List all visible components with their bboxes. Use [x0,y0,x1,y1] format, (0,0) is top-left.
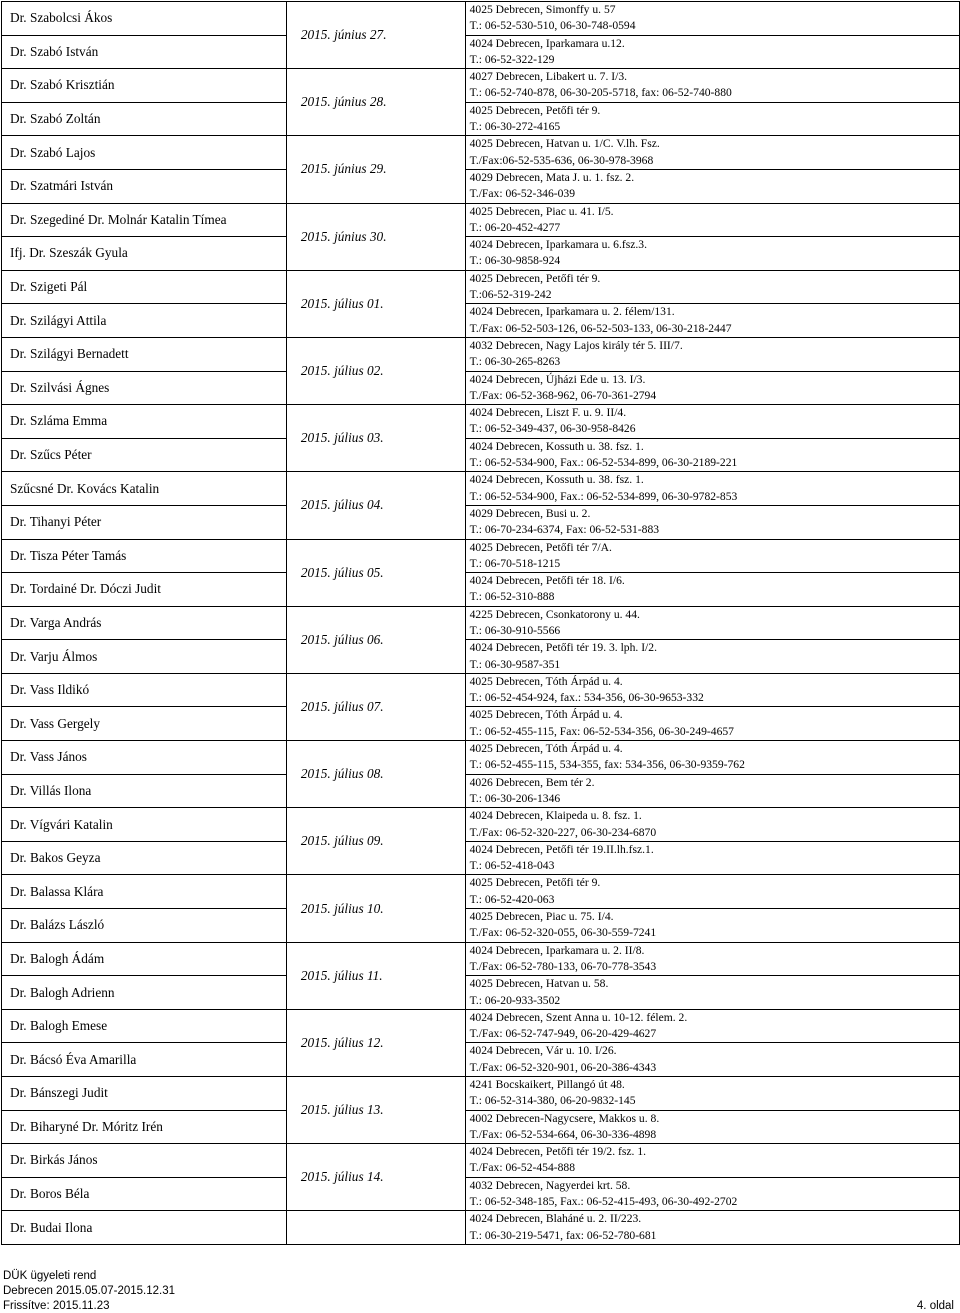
doctor-name: Dr. Bakos Geyza [2,841,287,875]
address-line: 4024 Debrecen, Szent Anna u. 10-12. félem. 2. [469,1010,688,1024]
phone-line: T./Fax: 06-52-454-888 [469,1161,575,1175]
table-row [2,1211,960,1245]
phone-line: T.: 06-52-314-380, 06-20-9832-145 [469,1094,636,1108]
phone-line: T./Fax: 06-52-368-962, 06-70-361-2794 [469,388,657,402]
doctor-name: Dr. Vass János [2,741,287,775]
phone-line: T./Fax: 06-52-780-133, 06-70-778-3543 [469,959,657,973]
phone-line: T.: 06-52-348-185, Fax.: 06-52-415-493, 06-30-492-2702 [469,1195,738,1209]
table-row [2,203,960,237]
table-row [2,909,960,943]
phone-line: T./Fax: 06-52-534-664, 06-30-336-4898 [469,1127,657,1141]
doctor-name: Szűcsné Dr. Kovács Katalin [2,472,287,506]
phone-line: T.: 06-20-933-3502 [469,993,561,1007]
phone-line: T.: 06-30-9587-351 [469,657,561,671]
doctor-name: Dr. Tordainé Dr. Dóczi Judit [2,573,287,607]
doctor-name: Dr. Balogh Ádám [2,942,287,976]
table-row [2,169,960,203]
phone-line: T.: 06-70-234-6374, Fax: 06-52-531-883 [469,523,660,537]
address-line: 4025 Debrecen, Petőfi tér 9. [469,103,601,117]
address-line: 4025 Debrecen, Hatvan u. 58. [469,977,609,991]
contact-cell [465,640,959,674]
address-line: 4025 Debrecen, Tóth Árpád u. 4. [469,708,623,722]
duty-date: 2015. június 30. [286,203,465,270]
duty-date: 2015. július 11. [286,942,465,1009]
duty-date [286,1211,465,1245]
address-line: 4241 Bocskaikert, Pillangó út 48. [469,1078,625,1091]
doctor-name: Dr. Szilágyi Bernadett [2,337,287,371]
contact-cell [465,405,959,439]
doctor-name: Dr. Varju Álmos [2,640,287,674]
doctor-name: Dr. Tihanyi Péter [2,505,287,539]
address-line: 4025 Debrecen, Hatvan u. 1/C. V.lh. Fsz. [469,137,660,151]
address-line: 4024 Debrecen, Iparkamara u. 6.fsz.3. [469,238,647,252]
table-row [2,136,960,170]
doctor-name: Dr. Szláma Emma [2,405,287,439]
doctor-name: Dr. Szatmári István [2,169,287,203]
address-line: 4027 Debrecen, Libakert u. 7. I/3. [469,70,628,84]
contact-cell [465,1211,959,1245]
address-line: 4024 Debrecen, Iparkamara u.12. [469,36,625,50]
doctor-name: Dr. Varga András [2,606,287,640]
duty-date: 2015. július 04. [286,472,465,539]
contact-cell [465,673,959,707]
phone-line: T.: 06-52-530-510, 06-30-748-0594 [469,19,636,33]
contact-cell [465,707,959,741]
table-row [2,1009,960,1043]
contact-cell [465,539,959,573]
doctor-name: Dr. Vass Ildikó [2,673,287,707]
page-footer [0,1264,960,1313]
address-line: 4025 Debrecen, Tóth Árpád u. 4. [469,674,623,688]
address-line: 4025 Debrecen, Simonffy u. 57 [469,3,616,16]
address-line: 4024 Debrecen, Újházi Ede u. 13. I/3. [469,372,646,386]
phone-line: T.: 06-30-265-8263 [469,355,561,369]
address-line: 4029 Debrecen, Mata J. u. 1. fsz. 2. [469,170,635,184]
contact-cell [465,909,959,943]
phone-line: T.: 06-52-420-063 [469,892,555,906]
contact-cell [465,203,959,237]
phone-line: T.: 06-52-534-900, Fax.: 06-52-534-899, 06-30-2189-221 [469,456,738,470]
table-row [2,35,960,69]
doctor-name: Dr. Szabó Lajos [2,136,287,170]
address-line: 4029 Debrecen, Busi u. 2. [469,506,591,520]
phone-line: T./Fax: 06-52-747-949, 06-20-429-4627 [469,1027,657,1041]
contact-cell [465,1077,959,1111]
phone-line: T.: 06-52-455-115, 534-355, fax: 534-356, 06-30-9359-762 [469,758,745,772]
phone-line: T.: 06-20-452-4277 [469,220,561,234]
table-row [2,102,960,136]
duty-date: 2015. július 02. [286,337,465,404]
address-line: 4024 Debrecen, Liszt F. u. 9. II/4. [469,406,627,420]
doctor-name: Dr. Villás Ilona [2,774,287,808]
duty-date: 2015. július 07. [286,673,465,740]
table-row [2,942,960,976]
doctor-name: Dr. Szabó Zoltán [2,102,287,136]
doctor-name: Dr. Balázs László [2,909,287,943]
contact-cell [465,438,959,472]
duty-date: 2015. július 14. [286,1144,465,1211]
address-line: 4024 Debrecen, Iparkamara u. 2. II/8. [469,943,645,957]
address-line: 4032 Debrecen, Nagyerdei krt. 58. [469,1178,631,1192]
table-row [2,606,960,640]
phone-line: T.: 06-52-310-888 [469,590,555,604]
doctor-name: Dr. Szabolcsi Ákos [2,2,287,36]
footer-date-range: Debrecen 2015.05.07-2015.12.31 [3,1285,176,1297]
table-row [2,405,960,439]
footer-title: DÜK ügyeleti rend [3,1270,97,1282]
table-row [2,774,960,808]
table-row [2,371,960,405]
contact-cell [465,136,959,170]
duty-date: 2015. június 27. [286,2,465,69]
doctor-name: Dr. Birkás János [2,1144,287,1178]
address-line: 4225 Debrecen, Csonkatorony u. 44. [469,607,640,621]
address-line: 4026 Debrecen, Bem tér 2. [469,775,595,789]
contact-cell [465,875,959,909]
contact-cell [465,741,959,775]
doctor-name: Dr. Szigeti Pál [2,270,287,304]
doctor-name: Dr. Boros Béla [2,1177,287,1211]
address-line: 4002 Debrecen-Nagycsere, Makkos u. 8. [469,1111,660,1125]
duty-date: 2015. június 29. [286,136,465,203]
doctor-name: Dr. Balogh Adrienn [2,976,287,1010]
contact-cell [465,573,959,607]
phone-line: T.: 06-70-518-1215 [469,556,561,570]
address-line: 4025 Debrecen, Piac u. 41. I/5. [469,204,614,218]
doctor-name: Dr. Bácsó Éva Amarilla [2,1043,287,1077]
address-line: 4024 Debrecen, Kossuth u. 38. fsz. 1. [469,473,644,487]
table-row [2,673,960,707]
duty-date: 2015. június 28. [286,69,465,136]
table-row [2,1077,960,1111]
doctor-name: Dr. Szegediné Dr. Molnár Katalin Tímea [2,203,287,237]
phone-line: T.: 06-52-322-129 [469,52,555,66]
contact-cell [465,1177,959,1211]
address-line: 4024 Debrecen, Blaháné u. 2. II/223. [469,1212,642,1226]
doctor-name: Dr. Bánszegi Judit [2,1077,287,1111]
contact-cell [465,1110,959,1144]
contact-cell [465,976,959,1010]
contact-cell [465,1144,959,1178]
table-row [2,875,960,909]
table-row [2,741,960,775]
contact-cell [465,371,959,405]
duty-date: 2015. július 01. [286,270,465,337]
contact-cell [465,1043,959,1077]
contact-cell [465,942,959,976]
table-row [2,2,960,36]
table-row [2,270,960,304]
table-row [2,640,960,674]
page-number: 4. oldal [916,1300,954,1312]
doctor-name: Dr. Szűcs Péter [2,438,287,472]
phone-line: T.: 06-52-418-043 [469,859,555,873]
phone-line: T./Fax: 06-52-320-055, 06-30-559-7241 [469,926,657,940]
phone-line: T./Fax: 06-52-346-039 [469,187,575,201]
phone-line: T.: 06-30-219-5471, fax: 06-52-780-681 [469,1228,657,1242]
phone-line: T.: 06-52-455-115, Fax: 06-52-534-356, 06-30-249-4657 [469,724,734,738]
table-row [2,573,960,607]
table-row [2,976,960,1010]
duty-date: 2015. július 03. [286,405,465,472]
duty-date: 2015. július 10. [286,875,465,942]
contact-cell [465,808,959,842]
doctor-name: Dr. Tisza Péter Tamás [2,539,287,573]
footer-updated: Frissítve: 2015.11.23 [3,1300,110,1312]
contact-cell [465,69,959,103]
doctor-name: Dr. Szabó István [2,35,287,69]
duty-date: 2015. július 09. [286,808,465,875]
phone-line: T./Fax: 06-52-320-901, 06-20-386-4343 [469,1060,657,1074]
contact-cell [465,2,959,36]
phone-line: T./Fax: 06-52-503-126, 06-52-503-133, 06-30-218-2447 [469,321,732,335]
contact-cell [465,270,959,304]
contact-cell [465,472,959,506]
doctor-name: Ifj. Dr. Szeszák Gyula [2,237,287,271]
doctor-name: Dr. Balogh Emese [2,1009,287,1043]
duty-date: 2015. július 05. [286,539,465,606]
contact-cell [465,169,959,203]
phone-line: T.: 06-30-206-1346 [469,791,561,805]
contact-cell [465,337,959,371]
address-line: 4024 Debrecen, Iparkamara u. 2. félem/131. [469,305,675,319]
contact-cell [465,606,959,640]
table-row [2,69,960,103]
table-row [2,1110,960,1144]
address-line: 4025 Debrecen, Petőfi tér 7/A. [469,540,612,554]
table-row [2,707,960,741]
address-line: 4025 Debrecen, Tóth Árpád u. 4. [469,742,623,756]
address-line: 4024 Debrecen, Petőfi tér 18. I/6. [469,574,625,588]
phone-line: T.: 06-30-9858-924 [469,254,561,268]
phone-line: T.: 06-30-272-4165 [469,120,561,134]
table-row [2,1177,960,1211]
contact-cell [465,774,959,808]
contact-cell [465,505,959,539]
doctor-name: Dr. Szilágyi Attila [2,304,287,338]
table-row [2,237,960,271]
table-row [2,1144,960,1178]
duty-roster-table [1,1,960,1245]
doctor-name: Dr. Budai Ilona [2,1211,287,1245]
address-line: 4025 Debrecen, Piac u. 75. I/4. [469,910,614,924]
contact-cell [465,304,959,338]
duty-date: 2015. július 13. [286,1077,465,1144]
doctor-name: Dr. Szabó Krisztián [2,69,287,103]
duty-date: 2015. július 12. [286,1009,465,1076]
table-row [2,539,960,573]
address-line: 4025 Debrecen, Petőfi tér 9. [469,271,601,285]
phone-line: T.: 06-52-534-900, Fax.: 06-52-534-899, 06-30-9782-853 [469,489,738,503]
address-line: 4024 Debrecen, Kossuth u. 38. fsz. 1. [469,439,644,453]
address-line: 4024 Debrecen, Petőfi tér 19/2. fsz. 1. [469,1145,647,1159]
phone-line: T./Fax:06-52-535-636, 06-30-978-3968 [469,153,654,167]
doctor-name: Dr. Balassa Klára [2,875,287,909]
doctor-name: Dr. Vígvári Katalin [2,808,287,842]
contact-cell [465,102,959,136]
address-line: 4024 Debrecen, Vár u. 10. I/26. [469,1044,617,1058]
phone-line: T.: 06-52-740-878, 06-30-205-5718, fax: 06-52-740-880 [469,86,732,100]
phone-line: T.: 06-52-349-437, 06-30-958-8426 [469,422,636,436]
phone-line: T.:06-52-319-242 [469,288,552,302]
phone-line: T.: 06-30-910-5566 [469,623,561,637]
contact-cell [465,841,959,875]
contact-cell [465,1009,959,1043]
phone-line: T./Fax: 06-52-320-227, 06-30-234-6870 [469,825,657,839]
address-line: 4032 Debrecen, Nagy Lajos király tér 5. III/7. [469,338,683,352]
contact-cell [465,237,959,271]
table-row [2,1043,960,1077]
phone-line: T.: 06-52-454-924, fax.: 534-356, 06-30-9653-332 [469,691,704,705]
address-line: 4024 Debrecen, Petőfi tér 19.II.lh.fsz.1. [469,842,654,856]
address-line: 4024 Debrecen, Klaipeda u. 8. fsz. 1. [469,809,642,823]
address-line: 4024 Debrecen, Petőfi tér 19. 3. lph. I/2. [469,641,657,655]
table-row [2,304,960,338]
doctor-name: Dr. Biharyné Dr. Móritz Irén [2,1110,287,1144]
table-row [2,505,960,539]
duty-date: 2015. július 06. [286,606,465,673]
table-row [2,337,960,371]
table-row [2,808,960,842]
table-row [2,841,960,875]
doctor-name: Dr. Szilvási Ágnes [2,371,287,405]
contact-cell [465,35,959,69]
table-row [2,472,960,506]
table-row [2,438,960,472]
address-line: 4025 Debrecen, Petőfi tér 9. [469,876,601,890]
doctor-name: Dr. Vass Gergely [2,707,287,741]
duty-date: 2015. július 08. [286,741,465,808]
